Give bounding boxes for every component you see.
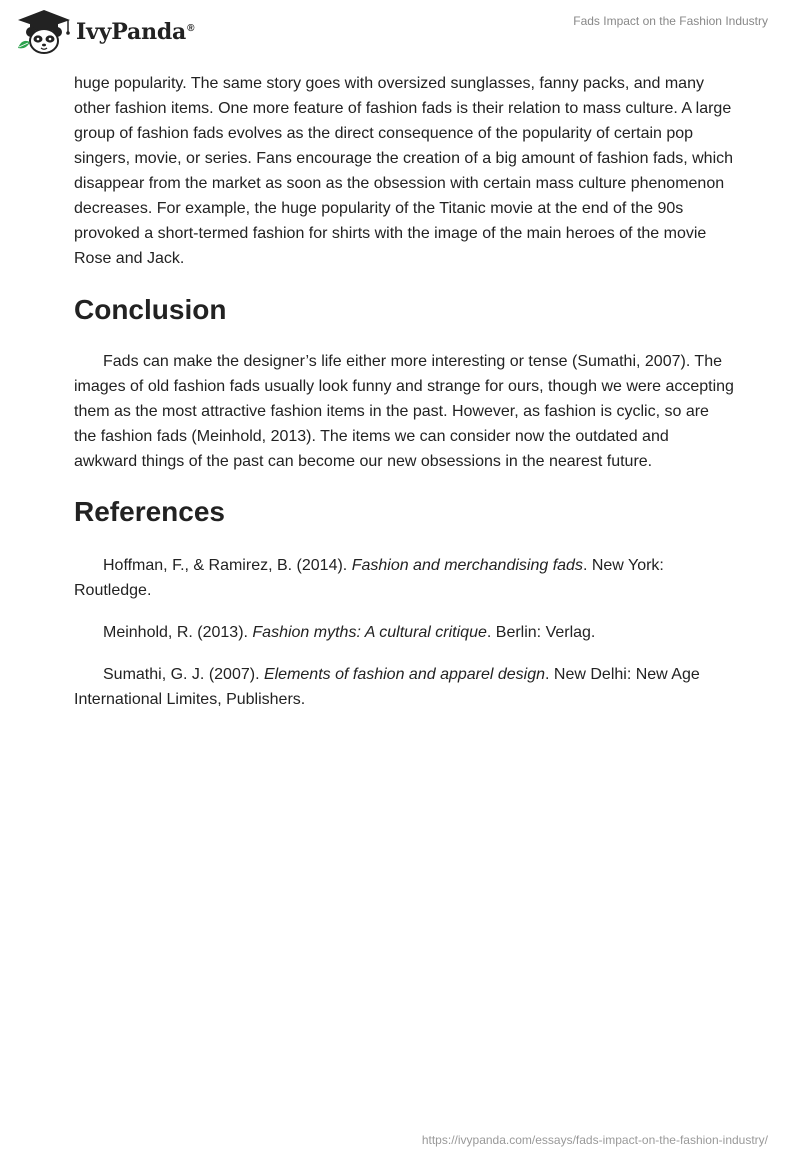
intro-paragraph: huge popularity. The same story goes with oversized sunglasses, fanny packs, and many other fashion items. One more feature of fashion fads is their relation to mass culture. A large group of fashion fads evolves as the direct consequence of the popularity of certain pop singers, movie, or series. Fans encourage the creation of a big amount of fashion fads, which disappear from the market as soon as the obsession with certain mass culture phenomenon decreases. For example, the huge popularity of the Titanic movie at the end of the 90s provoked a short-termed fashion for shirts with the image of the main heroes of the movie Rose and Jack. [74,75,734,267]
reference-publisher: . Berlin: Verlag. [486,624,596,641]
essay-content [74,71,734,729]
reference-publisher: . New York: Routledge. [74,557,664,599]
page-header [0,0,800,62]
conclusion-heading: Conclusion [74,294,227,325]
reference-title: Elements of fashion and apparel design [263,666,546,683]
reference-title: Fashion and merchandising fads [351,557,583,574]
reference-item [74,553,734,603]
reference-item [74,662,734,712]
brand-name [76,19,194,45]
reference-title: Fashion myths: A cultural critique [252,624,487,641]
references-heading: References [74,496,225,527]
registered-mark: ® [187,22,195,34]
source-url-link[interactable]: https://ivypanda.com/essays/fads-impact-on-the-fashion-industry/ [421,1133,768,1147]
panda-graduate-icon [14,8,74,56]
reference-author: Meinhold, R. (2013). [103,624,253,641]
document-title: Fads Impact on the Fashion Industry [573,14,768,28]
conclusion-paragraph: Fads can make the designer’s life either more interesting or tense (Sumathi, 2007). The images of old fashion fads usually look funny and strange for ours, though we were accepting them as the most attractive fashion items in the past. However, as fashion is cyclic, so are the fashion fads (Meinhold, 2013). The items we can consider now the outdated and awkward things of the past can become our new obsessions in the nearest future. [74,353,734,470]
brand-name-text: IvyPanda [76,19,187,45]
reference-author: Hoffman, F., & Ramirez, B. (2014). [103,557,352,574]
reference-item [74,620,734,645]
reference-author: Sumathi, G. J. (2007). [103,666,264,683]
reference-publisher: . New Delhi: New Age International Limites, Publishers. [74,666,700,708]
ivypanda-logo[interactable] [14,8,194,56]
